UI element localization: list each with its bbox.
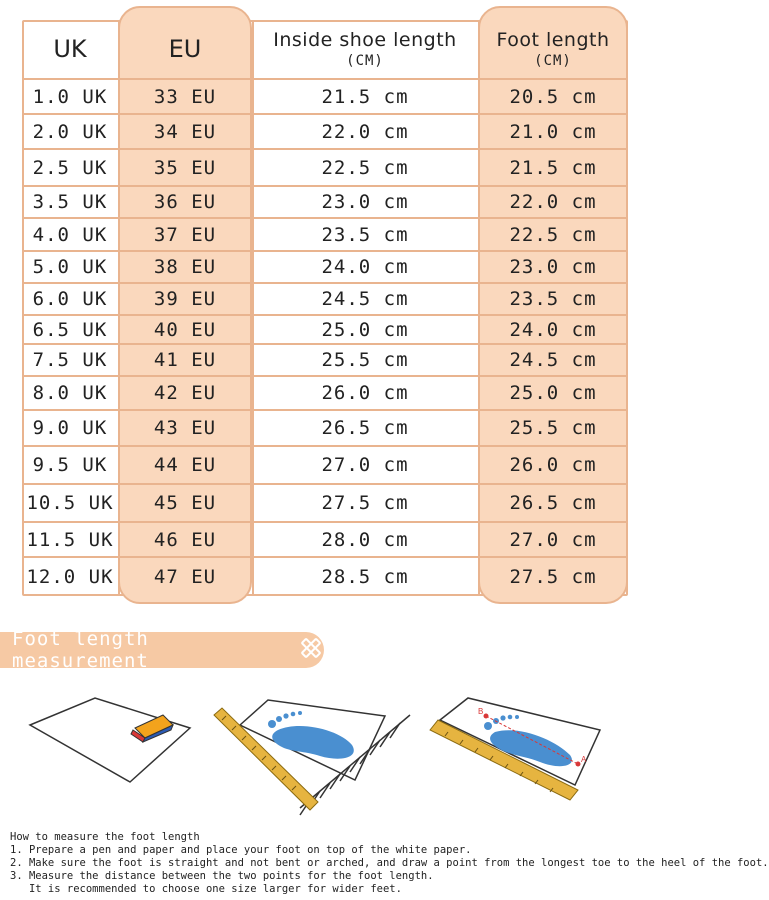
paper-and-eraser-icon — [30, 698, 190, 782]
cell-eu: 47 EU — [153, 566, 217, 588]
cell-inside: 25.5 cm — [321, 349, 409, 371]
instructions-step-2: 2. Make sure the foot is straight and not bent or arched, and draw a point from the longest toe to the heel of the foot. — [10, 857, 769, 869]
table-row — [22, 345, 628, 377]
measurement-banner — [0, 628, 324, 672]
cell-eu: 39 EU — [153, 288, 217, 310]
cell-uk: 11.5 UK — [26, 528, 114, 551]
cell-eu: 33 EU — [153, 85, 217, 108]
cell-foot: 21.5 cm — [509, 156, 597, 179]
cell-uk: 7.5 UK — [32, 349, 108, 371]
cell-eu: 34 EU — [153, 120, 217, 143]
cell-uk: 5.0 UK — [32, 256, 108, 278]
cell-uk: 9.0 UK — [32, 417, 108, 439]
cell-inside: 27.0 cm — [321, 454, 409, 476]
cell-uk: 8.0 UK — [32, 382, 108, 404]
cell-foot: 24.0 cm — [509, 318, 597, 341]
cell-foot: 23.5 cm — [509, 288, 597, 310]
cell-uk: 2.0 UK — [32, 120, 108, 143]
cell-foot: 22.0 cm — [509, 191, 597, 213]
cell-foot: 25.5 cm — [509, 417, 597, 439]
cell-uk: 1.0 UK — [32, 85, 108, 108]
header-uk — [22, 20, 118, 78]
cell-eu: 43 EU — [153, 417, 217, 439]
cell-eu: 42 EU — [153, 382, 217, 404]
cell-uk: 3.5 UK — [32, 191, 108, 213]
measurement-illustrations — [0, 690, 631, 825]
table-row — [22, 284, 628, 316]
cell-eu: 44 EU — [153, 454, 217, 476]
header-foot-label: Foot length — [496, 29, 610, 51]
table-row — [22, 316, 628, 345]
cell-eu: 46 EU — [153, 528, 217, 551]
cell-foot: 23.0 cm — [509, 256, 597, 278]
cell-uk: 6.0 UK — [32, 288, 108, 310]
table-row — [22, 219, 628, 252]
header-foot-length — [478, 20, 628, 78]
cell-eu: 41 EU — [153, 349, 217, 371]
cell-eu: 38 EU — [153, 256, 217, 278]
cell-inside: 28.5 cm — [321, 566, 409, 588]
instructions-title: How to measure the foot length — [10, 831, 200, 843]
table-row — [22, 187, 628, 219]
header-foot-unit: (CM) — [534, 53, 572, 69]
table-row — [22, 377, 628, 411]
cell-uk: 10.5 UK — [26, 492, 114, 514]
foot-on-ruler-icon — [214, 700, 410, 815]
foot-measure-points-icon — [430, 698, 600, 800]
cell-inside: 21.5 cm — [321, 85, 409, 108]
header-uk-label: UK — [53, 35, 87, 63]
table-row — [22, 115, 628, 150]
cell-uk: 12.0 UK — [26, 566, 114, 588]
cell-foot: 22.5 cm — [509, 223, 597, 246]
table-row — [22, 150, 628, 187]
cell-uk: 2.5 UK — [32, 156, 108, 179]
point-a-label: A — [581, 755, 587, 764]
cell-eu: 36 EU — [153, 191, 217, 213]
cell-foot: 25.0 cm — [509, 382, 597, 404]
cell-eu: 40 EU — [153, 318, 217, 341]
table-row — [22, 411, 628, 447]
cell-inside: 23.0 cm — [321, 191, 409, 213]
table-row — [22, 485, 628, 523]
cell-inside: 27.5 cm — [321, 492, 409, 514]
cell-uk: 9.5 UK — [32, 454, 108, 476]
ruler-pencil-icon — [298, 635, 324, 665]
cell-foot: 20.5 cm — [509, 85, 597, 108]
table-row — [22, 80, 628, 115]
instructions — [10, 831, 769, 896]
cell-foot: 26.5 cm — [509, 492, 597, 514]
cell-inside: 25.0 cm — [321, 318, 409, 341]
cell-inside: 22.0 cm — [321, 120, 409, 143]
instructions-step-3: 3. Measure the distance between the two points for the foot length. — [10, 870, 434, 882]
table-row — [22, 558, 628, 596]
cell-foot: 27.5 cm — [509, 566, 597, 588]
table-row — [22, 523, 628, 558]
header-eu-label: EU — [168, 35, 202, 63]
cell-inside: 24.0 cm — [321, 256, 409, 278]
cell-inside: 23.5 cm — [321, 223, 409, 246]
cell-inside: 26.5 cm — [321, 417, 409, 439]
header-inside-label: Inside shoe length — [273, 29, 457, 51]
cell-inside: 24.5 cm — [321, 288, 409, 310]
header-eu — [118, 20, 252, 78]
instructions-note: It is recommended to choose one size larger for wider feet. — [10, 883, 402, 895]
cell-eu: 35 EU — [153, 156, 217, 179]
cell-eu: 37 EU — [153, 223, 217, 246]
table-row — [22, 252, 628, 284]
banner-title: Foot length measurement — [12, 628, 149, 672]
cell-uk: 6.5 UK — [32, 318, 108, 341]
cell-foot: 21.0 cm — [509, 120, 597, 143]
header-inside-shoe-length — [252, 20, 478, 78]
table-row — [22, 447, 628, 485]
cell-foot: 27.0 cm — [509, 528, 597, 551]
cell-inside: 22.5 cm — [321, 156, 409, 179]
cell-inside: 28.0 cm — [321, 528, 409, 551]
cell-inside: 26.0 cm — [321, 382, 409, 404]
table-header-row — [22, 20, 628, 80]
cell-foot: 26.0 cm — [509, 454, 597, 476]
point-b-label: B — [478, 707, 484, 716]
cell-eu: 45 EU — [153, 492, 217, 514]
cell-foot: 24.5 cm — [509, 349, 597, 371]
size-chart-table — [22, 6, 628, 604]
instructions-step-1: 1. Prepare a pen and paper and place your foot on top of the white paper. — [10, 844, 472, 856]
header-inside-unit: (CM) — [346, 53, 384, 69]
cell-uk: 4.0 UK — [32, 223, 108, 246]
